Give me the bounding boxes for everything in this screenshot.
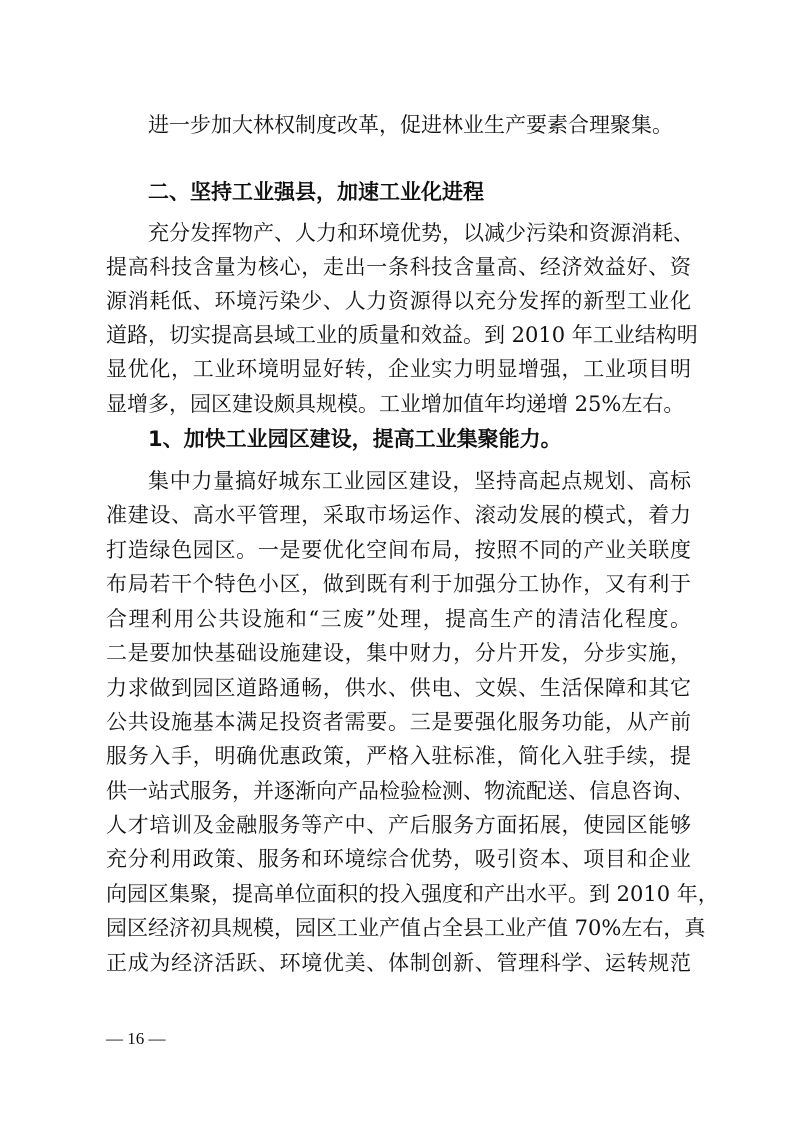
paragraph-line: 打造绿色园区。一是要优化空间布局，按照不同的产业关联度	[106, 538, 691, 562]
paragraph-line: 充分发挥物产、人力和环境优势，以减少污染和资源消耗、	[148, 221, 694, 245]
subheading: 1、加快工业园区建设，提高工业集聚能力。	[148, 427, 562, 451]
paragraph-line: 服务入手，明确优惠政策，严格入驻标准，简化入驻手续，提	[106, 744, 691, 768]
paragraph-line: 源消耗低、环境污染少、人力资源得以充分发挥的新型工业化	[106, 289, 691, 313]
paragraph-line: 正成为经济活跃、环境优美、体制创新、管理科学、运转规范	[106, 951, 691, 975]
paragraph-line: 供一站式服务，并逐渐向产品检验检测、物流配送、信息咨询、	[106, 779, 694, 803]
paragraph-line: 合理利用公共设施和“三废”处理，提高生产的清洁化程度。	[106, 607, 691, 631]
paragraph-line: 显优化，工业环境明显好转，企业实力明显增强，工业项目明	[106, 357, 691, 381]
paragraph-line: 显增多，园区建设颇具规模。工业增加值年均递增 25%左右。	[106, 392, 685, 416]
paragraph-line: 园区经济初具规模，园区工业产值占全县工业产值 70%左右，真	[106, 916, 706, 940]
paragraph-line: 集中力量搞好城东工业园区建设，坚持高起点规划、高标	[148, 469, 691, 493]
paragraph-line: 公共设施基本满足投资者需要。三是要强化服务功能，从产前	[106, 710, 691, 734]
paragraph-line: 充分利用政策、服务和环境综合优势，吸引资本、项目和企业	[106, 847, 691, 871]
paragraph-line: 提高科技含量为核心，走出一条科技含量高、经济效益好、资	[106, 255, 691, 279]
paragraph-line: 布局若干个特色小区，做到既有利于加强分工协作，又有利于	[106, 572, 691, 596]
paragraph-line: 人才培训及金融服务等产中、产后服务方面拓展，使园区能够	[106, 813, 691, 837]
page-number: — 16 —	[106, 1029, 166, 1048]
paragraph-line: 道路，切实提高县域工业的质量和效益。到 2010 年工业结构明	[106, 323, 698, 347]
paragraph-line: 力求做到园区道路通畅，供水、供电、文娱、生活保障和其它	[106, 676, 691, 700]
paragraph-line: 准建设、高水平管理，采取市场运作、滚动发展的模式，着力	[106, 503, 691, 527]
section-heading: 二、坚持工业强县，加速工业化进程	[148, 180, 484, 204]
intro-line: 进一步加大林权制度改革，促进林业生产要素合理聚集。	[148, 113, 673, 137]
paragraph-line: 二是要加快基础设施建设，集中财力，分片开发，分步实施，	[106, 641, 691, 665]
paragraph-line: 向园区集聚，提高单位面积的投入强度和产出水平。到 2010 年，	[106, 882, 719, 906]
